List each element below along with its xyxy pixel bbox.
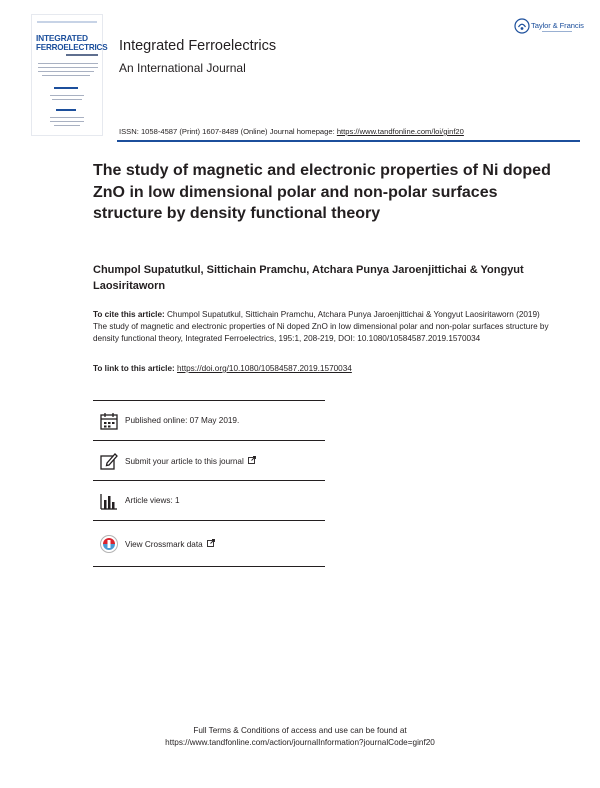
published-row [93, 411, 325, 431]
link-block [93, 364, 352, 373]
external-link-icon [248, 456, 256, 464]
article-authors: Chumpol Supatutkul, Sittichain Pramchu, Atchara Punya Jaroenjittichai & Yongyut Laosiritaworn [93, 264, 524, 292]
citation-text: Chumpol Supatutkul, Sittichain Pramchu, Atchara Punya Jaroenjittichai & Yongyut Laosiritaworn (2019) The study of magnetic and electronic properties of Ni doped ZnO in low dimensional polar and non-polar surfaces structure by density functional theory, Integrated Ferroelectrics, 195:1, 208-219, DOI: [93, 310, 549, 343]
cover-line [50, 121, 84, 122]
edit-icon [99, 451, 119, 471]
journal-subtitle: An International Journal [119, 61, 246, 75]
article-views-row [93, 491, 325, 511]
journal-cover-thumbnail [31, 14, 108, 136]
calendar-icon [99, 411, 119, 431]
footer-terms-link[interactable]: https://www.tandfonline.com/action/journalInformation?journalCode=ginf20 [165, 738, 435, 747]
bar-chart-icon [99, 491, 119, 511]
publisher-logo-icon [514, 18, 530, 34]
info-divider [93, 480, 325, 481]
citation-label: To cite this article: [93, 310, 165, 319]
cover-title [36, 33, 108, 52]
crossmark-icon [99, 534, 119, 554]
issn-line [119, 127, 464, 136]
info-divider [93, 440, 325, 441]
publisher-logo-tagline [542, 31, 572, 32]
article-views: Article views: 1 [125, 496, 180, 505]
link-label: To link to this article: [93, 364, 175, 373]
article-doi-link[interactable]: https://doi.org/10.1080/10584587.2019.1570034 [177, 364, 352, 373]
cover-line [52, 99, 82, 100]
submit-article-text: Submit your article to this journal [125, 457, 244, 466]
publisher-logo-text: Taylor & Francis [531, 21, 584, 30]
submit-article-link[interactable] [125, 456, 256, 466]
info-divider [93, 400, 325, 401]
article-title: The study of magnetic and electronic properties of Ni doped ZnO in low dimensional polar and non-polar surfaces structure by density functional theory [93, 162, 551, 222]
info-divider [93, 566, 325, 567]
cover-line [38, 63, 98, 64]
footer-terms-text: Full Terms & Conditions of access and use can be found at [193, 726, 407, 735]
crossmark-link[interactable] [125, 539, 215, 549]
citation-doi-link[interactable]: 10.1080/10584587.2019.1570034 [357, 334, 481, 343]
info-divider [93, 520, 325, 521]
published-date: Published online: 07 May 2019. [125, 416, 240, 425]
submit-article-row[interactable] [93, 451, 325, 471]
cover-line [42, 75, 90, 76]
footer [0, 725, 600, 749]
cover-top-bar [37, 21, 97, 23]
cover-line [38, 67, 98, 68]
cover-title-line2: FERROELECTRICS [36, 43, 108, 52]
citation-block [93, 309, 553, 345]
issn-text: ISSN: 1058-4587 (Print) 1607-8489 (Online) Journal homepage: [119, 127, 337, 136]
cover-line [54, 125, 80, 126]
cover-line [38, 71, 94, 72]
header-divider [117, 140, 580, 142]
crossmark-text: View Crossmark data [125, 540, 203, 549]
cover-line [54, 87, 78, 89]
cover-line [56, 109, 76, 111]
cover-title-line1: INTEGRATED [36, 33, 88, 43]
journal-title: Integrated Ferroelectrics [119, 38, 277, 54]
publisher-logo[interactable] [514, 18, 584, 42]
external-link-icon [207, 539, 215, 547]
cover-line [50, 117, 84, 118]
crossmark-row[interactable] [93, 534, 325, 554]
cover-line [66, 54, 98, 56]
journal-homepage-link[interactable]: https://www.tandfonline.com/loi/ginf20 [336, 127, 464, 136]
cover-line [50, 95, 84, 96]
